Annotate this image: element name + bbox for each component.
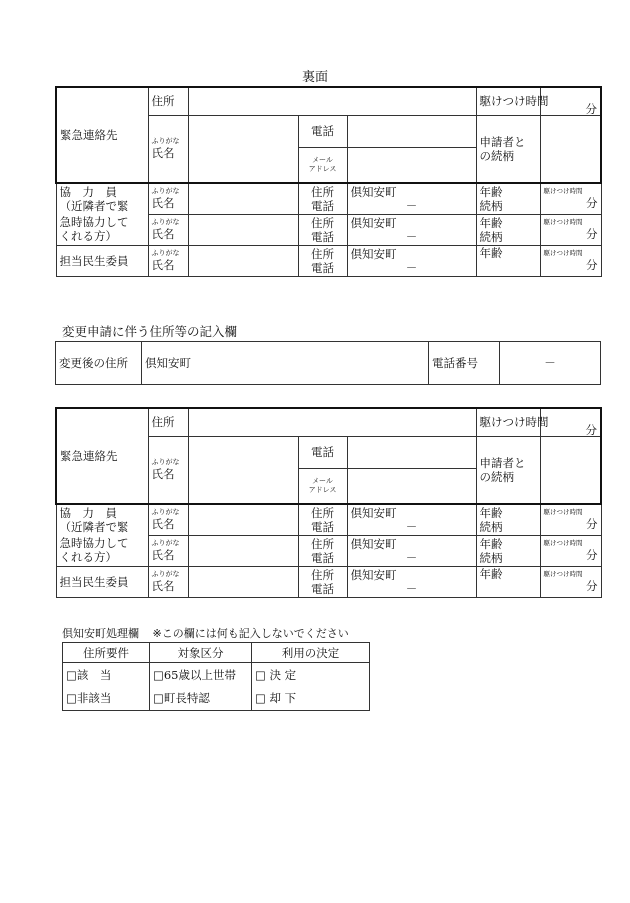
helper1-phone-label: 電話 [311, 198, 334, 213]
helper-label-top [56, 183, 148, 214]
b2-helper2-age-label: 年齢 [479, 536, 503, 551]
contact-name-label-2: 氏名 [151, 467, 175, 482]
office-not-applicable-checkbox[interactable]: □非該当 [63, 687, 150, 711]
helper1-phone-dash: － [405, 198, 418, 213]
b2-helper1-rush-label: 駆けつけ時間 [543, 508, 583, 517]
b2-commissioner-name-field[interactable] [188, 566, 298, 597]
emergency-contact-label-2: 緊急連絡先 [56, 408, 148, 504]
commissioner-age-label: 年齢 [479, 245, 503, 260]
contact-phone-field[interactable] [347, 115, 476, 147]
b2-helper1-age-relation[interactable] [476, 504, 540, 535]
b2-commissioner-address-value: 倶知安町 [350, 567, 397, 582]
b2-commissioner-age-label: 年齢 [479, 566, 503, 581]
helper1-address-value: 倶知安町 [350, 184, 397, 199]
b2-helper2-age-relation[interactable] [476, 535, 540, 566]
helper2-kana-label: ふりがな [151, 218, 180, 226]
helper2-age-relation[interactable] [476, 214, 540, 245]
contact-name-label: 氏名 [151, 146, 175, 161]
b2-commissioner-name-labels [148, 566, 188, 597]
b2-commissioner-age[interactable] [476, 566, 540, 597]
change-phone-field[interactable]: － [500, 342, 601, 385]
b2-helper2-name-field[interactable] [188, 535, 298, 566]
b2-helper1-relation-label: 続柄 [479, 519, 503, 534]
contact-mail-label-2 [298, 468, 347, 504]
change-phone-label: 電話番号 [429, 342, 500, 385]
b2-helper2-relation-label: 続柄 [479, 550, 503, 565]
helper1-age-label: 年齢 [479, 184, 503, 199]
mail-label-2-line-1: メール [312, 476, 333, 485]
relation-label [476, 115, 540, 183]
contact-name-field[interactable] [188, 115, 298, 183]
commissioner-name-field[interactable] [188, 245, 298, 276]
helper1-rush-label: 駆けつけ時間 [543, 187, 583, 196]
contact-kana-label: ふりがな [151, 137, 180, 146]
helper-label-2-line-3: 急時協力して [59, 536, 129, 551]
b2-commissioner-phone-label: 電話 [311, 581, 334, 596]
b2-helper2-address-phone-field[interactable] [347, 535, 476, 566]
helper1-relation-label: 続柄 [479, 198, 503, 213]
office-approve-checkbox[interactable]: □ 決 定 [252, 663, 370, 687]
b2-helper1-rush[interactable] [540, 504, 601, 535]
contact-rush-minutes-2[interactable]: 分 [540, 408, 601, 436]
helper1-rush-minutes: 分 [586, 196, 598, 211]
contact-mail-label [298, 147, 347, 183]
contact-address-field-2[interactable] [188, 408, 476, 436]
b2-helper2-kana-label: ふりがな [151, 539, 180, 547]
b2-helper2-address-phone-labels [298, 535, 347, 566]
helper2-address-label: 住所 [311, 215, 334, 230]
helper1-rush[interactable] [540, 183, 601, 214]
helper2-age-label: 年齢 [479, 215, 503, 230]
helper2-address-phone-labels [298, 214, 347, 245]
b2-helper1-address-phone-field[interactable] [347, 504, 476, 535]
commissioner-rush[interactable] [540, 245, 601, 276]
helper2-rush[interactable] [540, 214, 601, 245]
new-address-field[interactable]: 倶知安町 [142, 342, 429, 385]
helper-label-line-1: 協 力 員 [59, 185, 117, 199]
b2-commissioner-name-label: 氏名 [151, 579, 175, 593]
b2-commissioner-rush-label: 駆けつけ時間 [543, 570, 583, 578]
helper2-name-field[interactable] [188, 214, 298, 245]
commissioner-address-phone-field[interactable] [347, 245, 476, 276]
office-applicable-checkbox[interactable]: □該 当 [63, 663, 150, 687]
contact-address-field[interactable] [188, 87, 476, 115]
helper2-phone-label: 電話 [311, 229, 334, 244]
office-mayor-special-checkbox[interactable]: □町長特認 [150, 687, 252, 711]
helper2-rush-label: 駆けつけ時間 [543, 218, 583, 226]
relation-field-2[interactable] [540, 436, 601, 504]
contact-name-labels-2 [148, 436, 188, 504]
commissioner-label-2: 担当民生委員 [56, 566, 148, 597]
helper-label-line-4: くれる方） [59, 229, 117, 244]
office-table [62, 642, 370, 711]
b2-helper1-name-label: 氏名 [151, 517, 175, 532]
emergency-contact-label: 緊急連絡先 [56, 87, 148, 183]
helper-label-bottom-2 [56, 535, 148, 566]
b2-helper1-age-label: 年齢 [479, 505, 503, 520]
b2-commissioner-kana-label: ふりがな [151, 570, 180, 578]
b2-helper2-rush-minutes: 分 [586, 548, 598, 562]
helper1-name-field[interactable] [188, 183, 298, 214]
b2-helper1-name-labels [148, 504, 188, 535]
contact-mail-field[interactable] [347, 147, 476, 183]
office-heading: 倶知安町処理欄 [62, 627, 139, 640]
commissioner-phone-label: 電話 [311, 260, 334, 275]
office-col-address-req: 住所要件 [63, 643, 150, 663]
helper-label-2-line-1: 協 力 員 [59, 506, 117, 520]
mail-label-line-1: メール [312, 155, 333, 164]
contact-name-labels [148, 115, 188, 183]
helper2-relation-label: 続柄 [479, 229, 503, 244]
commissioner-name-label: 氏名 [151, 258, 175, 272]
relation-label-2-line-1: 申請者と [479, 455, 526, 470]
helper1-address-phone-field[interactable] [347, 183, 476, 214]
relation-label-line-2: の続柄 [479, 148, 515, 163]
commissioner-age[interactable] [476, 245, 540, 276]
helper2-phone-dash: － [405, 229, 418, 244]
b2-commissioner-address-label: 住所 [311, 567, 334, 582]
helper2-address-phone-field[interactable] [347, 214, 476, 245]
commissioner-rush-minutes: 分 [586, 258, 598, 272]
contact-address-label-2: 住所 [148, 408, 188, 436]
contact-name-field-2[interactable] [188, 436, 298, 504]
b2-helper2-name-label: 氏名 [151, 548, 175, 562]
commissioner-address-value: 倶知安町 [350, 246, 397, 261]
helper-label-bottom [56, 214, 148, 245]
office-reject-checkbox[interactable]: □ 却 下 [252, 687, 370, 711]
contact-mail-field-2[interactable] [347, 468, 476, 504]
relation-field[interactable] [540, 115, 601, 183]
office-col-category: 対象区分 [150, 643, 252, 663]
mail-label-2-line-2: アドレス [308, 485, 337, 494]
office-note: ※この欄には何も記入しないでください [152, 627, 349, 640]
form-block-1 [55, 86, 602, 277]
commissioner-address-phone-labels [298, 245, 347, 276]
office-senior-household-checkbox[interactable]: □65歳以上世帯 [150, 663, 252, 687]
helper-label-line-2: （近隣者で緊 [59, 199, 129, 213]
helper1-name-label: 氏名 [151, 196, 175, 211]
contact-phone-label: 電話 [298, 115, 347, 147]
b2-helper1-kana-label: ふりがな [151, 508, 180, 517]
b2-helper2-phone-label: 電話 [311, 550, 334, 565]
office-col-decision: 利用の決定 [252, 643, 370, 663]
change-form [55, 341, 601, 385]
contact-kana-label-2: ふりがな [151, 458, 180, 467]
page-title: 裏面 [301, 70, 328, 85]
b2-helper2-rush[interactable] [540, 535, 601, 566]
commissioner-kana-label: ふりがな [151, 249, 180, 257]
b2-helper1-rush-minutes: 分 [586, 517, 598, 532]
contact-phone-label-2: 電話 [298, 436, 347, 468]
b2-helper1-phone-label: 電話 [311, 519, 334, 534]
b2-helper1-name-field[interactable] [188, 504, 298, 535]
helper1-name-labels [148, 183, 188, 214]
b2-helper1-phone-dash: － [405, 519, 418, 534]
change-heading: 変更申請に伴う住所等の記入欄 [62, 324, 238, 339]
commissioner-label: 担当民生委員 [56, 245, 148, 276]
helper2-name-label: 氏名 [151, 227, 175, 241]
relation-label-2-line-2: の続柄 [479, 469, 515, 484]
b2-commissioner-address-phone-labels [298, 566, 347, 597]
relation-label-2 [476, 436, 540, 504]
rush-time-label: 駆けつけ時間 [476, 87, 540, 115]
b2-helper1-address-value: 倶知安町 [350, 505, 397, 520]
b2-helper2-rush-label: 駆けつけ時間 [543, 539, 583, 547]
b2-commissioner-address-phone-field[interactable] [347, 566, 476, 597]
contact-phone-field-2[interactable] [347, 436, 476, 468]
b2-helper2-address-label: 住所 [311, 536, 334, 551]
relation-label-line-1: 申請者と [479, 134, 526, 149]
commissioner-phone-dash: － [405, 260, 418, 275]
helper2-address-value: 倶知安町 [350, 215, 397, 230]
commissioner-address-label: 住所 [311, 246, 334, 261]
b2-commissioner-phone-dash: － [405, 581, 418, 596]
contact-rush-minutes[interactable]: 分 [540, 87, 601, 115]
contact-address-label: 住所 [148, 87, 188, 115]
b2-commissioner-rush-minutes: 分 [586, 579, 598, 593]
helper1-address-label: 住所 [311, 184, 334, 199]
helper-label-2-line-4: くれる方） [59, 550, 117, 565]
new-address-label: 変更後の住所 [56, 342, 142, 385]
helper1-kana-label: ふりがな [151, 187, 180, 196]
helper1-address-phone-labels [298, 183, 347, 214]
b2-helper1-address-label: 住所 [311, 505, 334, 520]
helper-label-line-3: 急時協力して [59, 215, 129, 230]
b2-helper2-phone-dash: － [405, 550, 418, 565]
form-block-2 [55, 407, 602, 598]
helper-label-2-line-2: （近隣者で緊 [59, 520, 129, 534]
b2-helper1-address-phone-labels [298, 504, 347, 535]
rush-time-label-2: 駆けつけ時間 [476, 408, 540, 436]
mail-label-line-2: アドレス [308, 164, 337, 173]
commissioner-name-labels [148, 245, 188, 276]
b2-commissioner-rush[interactable] [540, 566, 601, 597]
helper1-age-relation[interactable] [476, 183, 540, 214]
helper2-rush-minutes: 分 [586, 227, 598, 241]
office-heading-row [62, 625, 349, 641]
b2-helper2-name-labels [148, 535, 188, 566]
helper2-name-labels [148, 214, 188, 245]
commissioner-rush-label: 駆けつけ時間 [543, 249, 583, 257]
helper-label-top-2 [56, 504, 148, 535]
b2-helper2-address-value: 倶知安町 [350, 536, 397, 551]
